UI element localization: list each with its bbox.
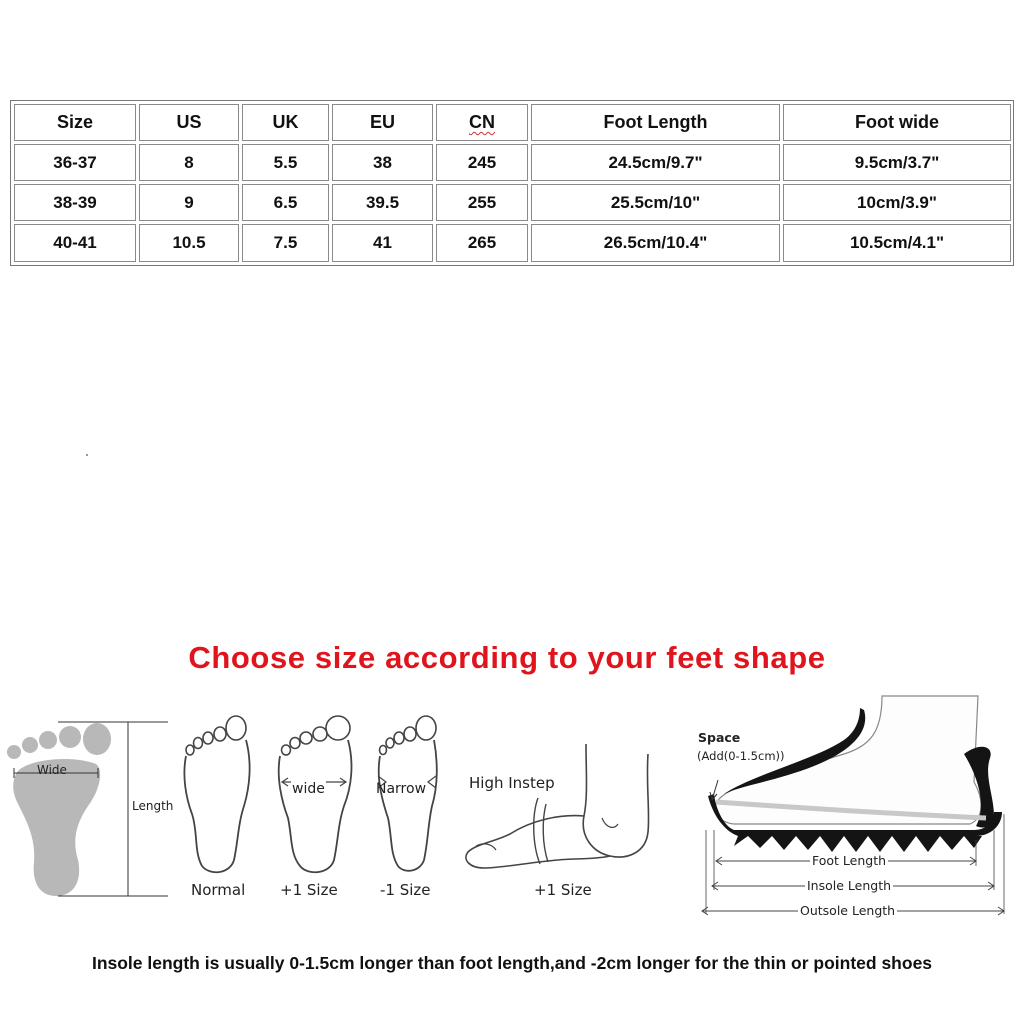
table-cell: 25.5cm/10" [531, 184, 780, 221]
table-cell: 26.5cm/10.4" [531, 224, 780, 262]
header-foot-length: Foot Length [531, 104, 780, 141]
table-cell: 10cm/3.9" [783, 184, 1011, 221]
header-uk: UK [242, 104, 329, 141]
table-cell: 8 [139, 144, 239, 181]
table-cell: 38-39 [14, 184, 136, 221]
header-size: Size [14, 104, 136, 141]
table-cell: 245 [436, 144, 528, 181]
size-chart-table [10, 100, 1014, 266]
outsole-tread-icon [724, 836, 982, 852]
table-cell: 9 [139, 184, 239, 221]
stray-dot [86, 454, 88, 456]
table-cell: 41 [332, 224, 433, 262]
instep-size-label: +1 Size [534, 881, 592, 899]
normal-label: Normal [191, 881, 246, 899]
table-cell: 9.5cm/3.7" [783, 144, 1011, 181]
plus-one-size-label: +1 Size [280, 881, 338, 899]
table-cell: 10.5 [139, 224, 239, 262]
outsole-length-label: Outsole Length [800, 903, 896, 918]
minus-one-size-label: -1 Size [380, 881, 431, 899]
toe-icon [39, 731, 57, 749]
toe-icon [59, 726, 81, 748]
length-label: Length [132, 799, 174, 813]
guide-title: Choose size according to your feet shape [188, 640, 826, 675]
header-foot-wide: Foot wide [783, 104, 1011, 141]
header-us: US [139, 104, 239, 141]
normal-foot-icon [178, 714, 256, 876]
table-cell: 5.5 [242, 144, 329, 181]
insole-length-label: Insole Length [807, 878, 892, 893]
header-eu: EU [332, 104, 433, 141]
table-cell: 40-41 [14, 224, 136, 262]
table-cell: 36-37 [14, 144, 136, 181]
narrow-foot-label: Narrow [376, 781, 427, 797]
table-cell: 38 [332, 144, 433, 181]
table-cell: 265 [436, 224, 528, 262]
insole-length-note: Insole length is usually 0-1.5cm longer than foot length,and -2cm longer for the thin or pointed shoes [91, 953, 933, 973]
footprint-sole-icon [13, 759, 100, 896]
space-sub-label: (Add(0-1.5cm)) [697, 749, 785, 763]
table-cell: 6.5 [242, 184, 329, 221]
header-cn [436, 104, 528, 141]
high-instep-foot-icon [462, 744, 658, 880]
wide-foot-label: wide [292, 781, 325, 797]
table-cell: 10.5cm/4.1" [783, 224, 1011, 262]
wide-label: Wide [37, 763, 67, 777]
table-cell: 255 [436, 184, 528, 221]
high-instep-label: High Instep [469, 774, 555, 792]
header-cn-label: CN [469, 112, 495, 132]
foot-length-label: Foot Length [812, 853, 887, 868]
table-cell: 39.5 [332, 184, 433, 221]
toe-icon [83, 723, 111, 755]
toe-icon [7, 745, 21, 759]
space-label: Space [698, 730, 741, 745]
table-cell: 7.5 [242, 224, 329, 262]
toe-icon [22, 737, 38, 753]
table-cell: 24.5cm/9.7" [531, 144, 780, 181]
